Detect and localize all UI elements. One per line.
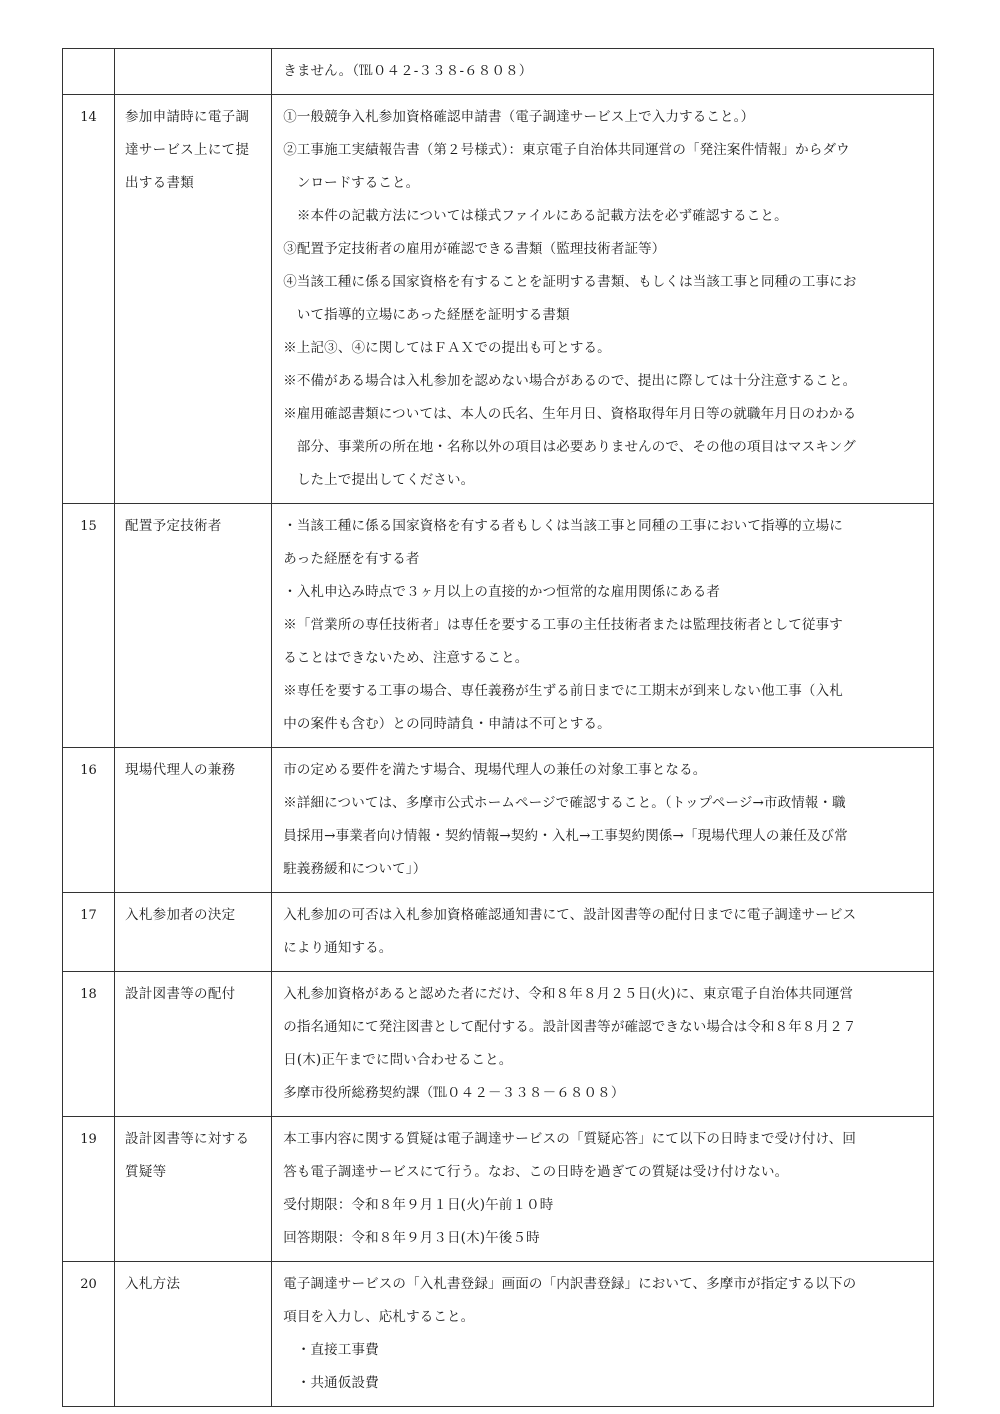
- row-number: 16: [63, 748, 115, 893]
- description-line: した上で提出してください。: [283, 472, 475, 488]
- row-number: 18: [63, 972, 115, 1117]
- row-number: [63, 49, 115, 95]
- description-line: ※専任を要する工事の場合、専任義務が生ずる前日までに工期末が到来しない他工事（入札: [283, 683, 843, 699]
- item-label-line: 設計図書等の配付: [125, 986, 236, 1002]
- description-line: ※雇用確認書類については、本人の氏名、生年月日、資格取得年月日等の就職年月日のわかる: [283, 406, 857, 422]
- item-label-line: 入札方法: [125, 1276, 181, 1292]
- row-number: 19: [63, 1117, 115, 1262]
- description-line: ④当該工種に係る国家資格を有することを証明する書類、もしくは当該工事と同種の工事にお: [283, 274, 857, 290]
- table-row: [63, 95, 934, 504]
- row-item-label: [115, 972, 272, 1117]
- row-number: 20: [63, 1262, 115, 1407]
- description-line: ※上記③、④に関してはＦＡＸでの提出も可とする。: [283, 340, 611, 356]
- description-line: ※不備がある場合は入札参加を認めない場合があるので、提出に際しては十分注意すること。: [283, 373, 857, 389]
- description-line: 中の案件も含む）との同時請負・申請は不可とする。: [283, 716, 611, 732]
- row-item-label: [115, 95, 272, 504]
- description-line: 員採用→事業者向け情報・契約情報→契約・入札→工事契約関係→「現場代理人の兼任及び常: [283, 828, 848, 844]
- table-row: [63, 504, 934, 748]
- row-description: [272, 748, 934, 893]
- description-line: 入札参加の可否は入札参加資格確認通知書にて、設計図書等の配付日までに電子調達サービス: [283, 907, 857, 923]
- spec-table: [62, 48, 934, 1407]
- description-line: 項目を入力し、応札すること。: [283, 1309, 475, 1325]
- table-row: [63, 893, 934, 972]
- row-item-label: [115, 1262, 272, 1407]
- item-label-line: 現場代理人の兼務: [125, 762, 236, 778]
- description-line: ・共通仮設費: [283, 1375, 379, 1391]
- description-line: 多摩市役所総務契約課（℡０４２－３３８－６８０８）: [283, 1085, 625, 1101]
- description-line: ③配置予定技術者の雇用が確認できる書類（監理技術者証等）: [283, 241, 666, 257]
- row-item-label: [115, 504, 272, 748]
- table-row: [63, 748, 934, 893]
- description-line: により通知する。: [283, 940, 393, 956]
- row-item-label: [115, 49, 272, 95]
- description-line: 受付期限：令和８年９月１日(火)午前１０時: [283, 1197, 554, 1213]
- row-item-label: [115, 748, 272, 893]
- row-number: 14: [63, 95, 115, 504]
- description-line: 本工事内容に関する質疑は電子調達サービスの「質疑応答」にて以下の日時まで受け付け、回: [283, 1131, 856, 1147]
- row-number: 15: [63, 504, 115, 748]
- row-description: [272, 893, 934, 972]
- item-label-line: 達サービス上にて提: [125, 142, 250, 158]
- row-number: 17: [63, 893, 115, 972]
- item-label-line: 入札参加者の決定: [125, 907, 236, 923]
- description-line: ②工事施工実績報告書（第２号様式）：東京電子自治体共同運営の「発注案件情報」からダウ: [283, 142, 850, 158]
- description-line: ・当該工種に係る国家資格を有する者もしくは当該工事と同種の工事において指導的立場に: [283, 518, 843, 534]
- description-line: ①一般競争入札参加資格確認申請書（電子調達サービス上で入力すること。）: [283, 109, 755, 125]
- row-description: [272, 49, 934, 95]
- description-line: 答も電子調達サービスにて行う。なお、この日時を過ぎての質疑は受け付けない。: [283, 1164, 789, 1180]
- description-line: ※「営業所の専任技術者」は専任を要する工事の主任技術者または監理技術者として従事す: [283, 617, 843, 633]
- table-row: [63, 972, 934, 1117]
- item-label-line: 参加申請時に電子調: [125, 109, 250, 125]
- row-description: [272, 972, 934, 1117]
- description-line: ンロードすること。: [283, 175, 420, 191]
- item-label-line: 質疑等: [125, 1164, 167, 1180]
- row-description: [272, 504, 934, 748]
- description-line: の指名通知にて発注図書として配付する。設計図書等が確認できない場合は令和８年８月２７: [283, 1019, 857, 1035]
- row-item-label: [115, 1117, 272, 1262]
- spec-table-body: [63, 49, 934, 1407]
- row-item-label: [115, 893, 272, 972]
- item-label-line: 出する書類: [125, 175, 195, 191]
- description-line: ※詳細については、多摩市公式ホームページで確認すること。（トップページ→市政情報・職: [283, 795, 846, 811]
- row-description: [272, 1117, 934, 1262]
- description-line: いて指導的立場にあった経歴を証明する書類: [283, 307, 570, 323]
- table-row: [63, 49, 934, 95]
- description-line: あった経歴を有する者: [283, 551, 420, 567]
- description-line: きません。（℡０４２-３３８-６８０８）: [283, 63, 533, 79]
- description-line: ・入札申込み時点で３ヶ月以上の直接的かつ恒常的な雇用関係にある者: [283, 584, 721, 600]
- description-line: 日(木)正午までに問い合わせること。: [283, 1052, 513, 1068]
- table-row: [63, 1262, 934, 1407]
- item-label-line: 設計図書等に対する: [125, 1131, 250, 1147]
- description-line: 電子調達サービスの「入札書登録」画面の「内訳書登録」において、多摩市が指定する以下の: [283, 1276, 857, 1292]
- description-line: 市の定める要件を満たす場合、現場代理人の兼任の対象工事となる。: [283, 762, 707, 778]
- description-line: ・直接工事費: [283, 1342, 379, 1358]
- description-line: 回答期限：令和８年９月３日(木)午後５時: [283, 1230, 540, 1246]
- row-description: [272, 1262, 934, 1407]
- description-line: 駐義務緩和について」）: [283, 861, 427, 877]
- row-description: [272, 95, 934, 504]
- description-line: ※本件の記載方法については様式ファイルにある記載方法を必ず確認すること。: [283, 208, 788, 224]
- description-line: ることはできないため、注意すること。: [283, 650, 529, 666]
- table-row: [63, 1117, 934, 1262]
- item-label-line: 配置予定技術者: [125, 518, 222, 534]
- description-line: 入札参加資格があると認めた者にだけ、令和８年８月２５日(火)に、東京電子自治体共同運営: [283, 986, 854, 1002]
- description-line: 部分、事業所の所在地・名称以外の項目は必要ありませんので、その他の項目はマスキング: [283, 439, 856, 455]
